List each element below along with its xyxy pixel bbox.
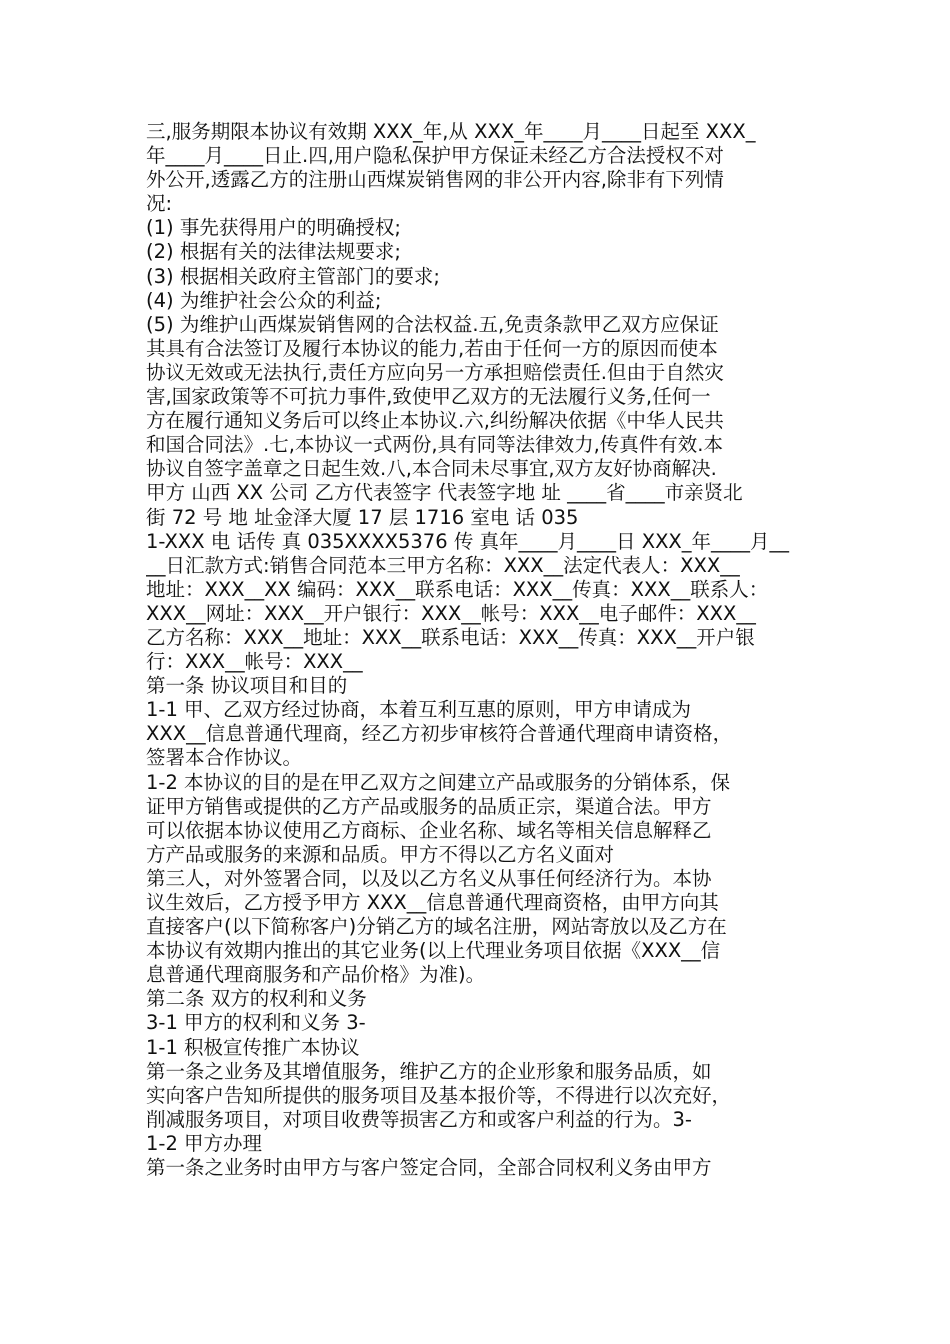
text-line: 乙方名称：XXX__地址：XXX__联系电话：XXX__传真：XXX__开户银	[146, 625, 755, 649]
text-line: 甲方 山西 XX 公司 乙方代表签字 代表签字地 址 ____省____市亲贤北	[146, 481, 743, 505]
text-line: 其具有合法签订及履行本协议的能力,若由于任何一方的原因而使本	[146, 336, 718, 360]
text-line: 方在履行通知义务后可以终止本协议.六,纠纷解决依据《中华人民共	[146, 409, 724, 433]
text-line: XXX__信息普通代理商，经乙方初步审核符合普通代理商申请资格，	[146, 722, 733, 746]
text-line: 签署本合作协议。	[146, 746, 303, 770]
text-line: 行：XXX__帐号：XXX__	[146, 650, 363, 674]
text-line: 害,国家政策等不可抗力事件,致使甲乙双方的无法履行义务,任何一	[146, 385, 711, 409]
text-line: 三,服务期限本协议有效期 XXX_年,从 XXX_年____月____日起至 XXX_	[146, 120, 756, 143]
text-line: 协议无效或无法执行,责任方应向另一方承担赔偿责任.但由于自然灾	[146, 360, 724, 384]
text-line: 实向客户告知所提供的服务项目及基本报价等，不得进行以次充好，	[146, 1083, 732, 1107]
text-line: (3) 根据相关政府主管部门的要求;	[146, 264, 440, 288]
text-line: 削减服务项目，对项目收费等损害乙方和或客户利益的行为。3-	[146, 1107, 692, 1131]
text-line: 和国合同法》.七,本协议一式两份,具有同等法律效力,传真件有效.本	[146, 433, 723, 457]
text-line: 1-2 甲方办理	[146, 1131, 263, 1155]
text-line: (5) 为维护山西煤炭销售网的合法权益.五,免责条款甲乙双方应保证	[146, 312, 719, 336]
text-line: 方产品或服务的来源和品质。甲方不得以乙方名义面对	[146, 842, 615, 866]
text-line: __日汇款方式:销售合同范本三甲方名称：XXX__法定代表人：XXX__	[146, 553, 740, 577]
text-line: 1-1 积极宣传推广本协议	[146, 1035, 360, 1059]
text-line: (2) 根据有关的法律法规要求;	[146, 240, 401, 264]
text-line: 直接客户(以下简称客户)分销乙方的域名注册，网站寄放以及乙方在	[146, 915, 727, 939]
document-body	[146, 120, 810, 1180]
text-line: 可以依据本协议使用乙方商标、企业名称、域名等相关信息解释乙	[146, 818, 712, 842]
text-line: 街 72 号 地 址金泽大厦 17 层 1716 室电 话 035	[146, 505, 579, 529]
text-line: 3-1 甲方的权利和义务 3-	[146, 1011, 366, 1035]
text-line: 本协议有效期内推出的其它业务(以上代理业务项目依据《XXX__信	[146, 939, 721, 963]
text-line: (1) 事先获得用户的明确授权;	[146, 216, 401, 240]
text-line: 1-XXX 电 话传 真 035XXXX5376 传 真年____月____日 XXX_年____月__	[146, 529, 790, 553]
section-heading: 第一条 协议项目和目的	[146, 674, 348, 698]
text-line: 第一条之业务时由甲方与客户签定合同，全部合同权利义务由甲方	[146, 1156, 712, 1180]
text-line: 第三人，对外签署合同，以及以乙方名义从事任何经济行为。本协	[146, 866, 712, 890]
text-line: 证甲方销售或提供的乙方产品或服务的品质正宗，渠道合法。甲方	[146, 794, 712, 818]
text-line: XXX__网址：XXX__开户银行：XXX__帐号：XXX__电子邮件：XXX__	[146, 601, 756, 625]
text-line: 1-2 本协议的目的是在甲乙双方之间建立产品或服务的分销体系，保	[146, 770, 731, 794]
text-line: 1-1 甲、乙双方经过协商，本着互利互惠的原则，甲方申请成为	[146, 698, 692, 722]
text-line: 协议自签字盖章之日起生效.八,本合同未尽事宜,双方友好协商解决.	[146, 457, 717, 481]
text-line: 况:	[146, 192, 173, 216]
text-line: 第一条之业务及其增值服务，维护乙方的企业形象和服务品质，如	[146, 1059, 712, 1083]
section-heading: 第二条 双方的权利和义务	[146, 987, 367, 1011]
text-line: (4) 为维护社会公众的利益;	[146, 288, 382, 312]
text-line: 息普通代理商服务和产品价格》为准)。	[146, 963, 486, 987]
text-line: 年____月____日止.四,用户隐私保护甲方保证未经乙方合法授权不对	[146, 144, 724, 168]
text-line: 地址：XXX__XX 编码：XXX__联系电话：XXX__传真：XXX__联系人：	[146, 577, 769, 601]
text-line: 议生效后，乙方授予甲方 XXX__信息普通代理商资格，由甲方向其	[146, 891, 719, 914]
text-line: 外公开,透露乙方的注册山西煤炭销售网的非公开内容,除非有下列情	[146, 168, 724, 192]
